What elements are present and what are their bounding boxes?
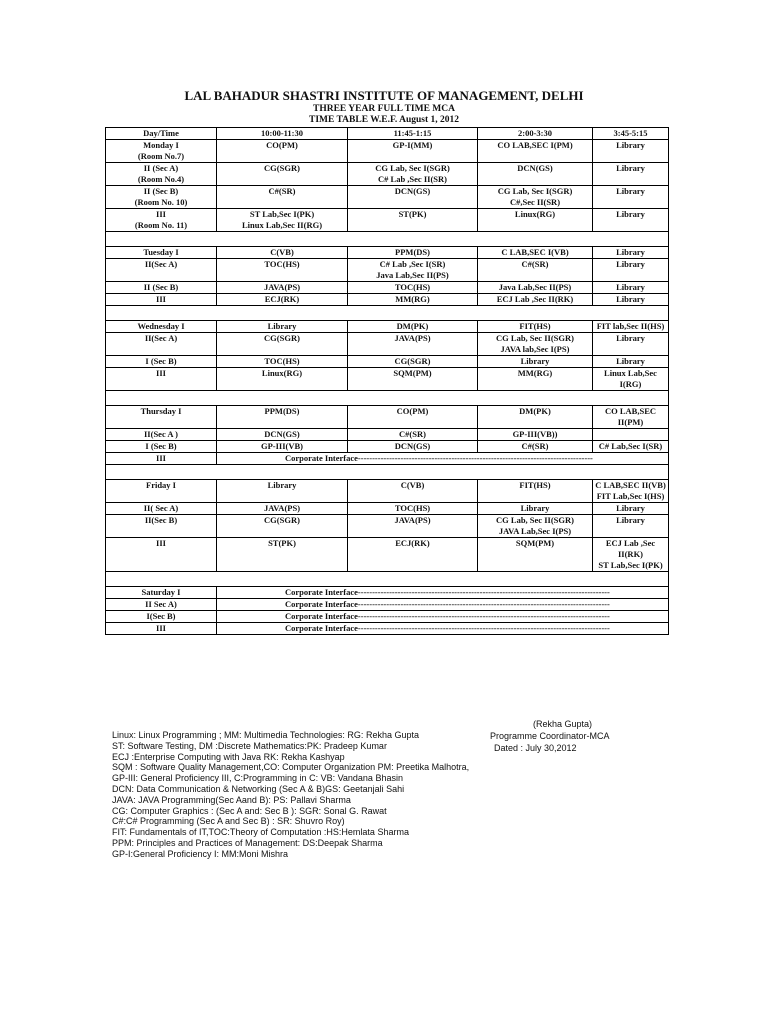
class-cell: Library	[593, 186, 669, 209]
day-cell: II(Sec A)	[106, 333, 217, 356]
spacer-row	[106, 306, 669, 321]
class-cell: CG Lab, Sec II(SGR) JAVA Lab,Sec I(PS)	[478, 515, 593, 538]
spacer-row	[106, 232, 669, 247]
abbreviations-legend	[112, 730, 469, 860]
column-header: 2:00-3:30	[478, 128, 593, 140]
spacer-cell	[106, 465, 669, 480]
class-cell: C#(SR)	[217, 186, 348, 209]
table-row	[106, 356, 669, 368]
column-header: Day/Time	[106, 128, 217, 140]
class-cell: ECJ(RK)	[348, 538, 478, 572]
day-cell: I (Sec B)	[106, 441, 217, 453]
class-cell: CG(SGR)	[348, 356, 478, 368]
timetable	[105, 127, 669, 635]
day-cell: II (Sec A) (Room No.4)	[106, 163, 217, 186]
class-cell: C LAB,SEC I(VB)	[478, 247, 593, 259]
table-row	[106, 429, 669, 441]
spacer-row	[106, 572, 669, 587]
class-cell: Linux Lab,Sec I(RG)	[593, 368, 669, 391]
day-cell: II(Sec B)	[106, 515, 217, 538]
class-cell: CG(SGR)	[217, 515, 348, 538]
class-cell: Library	[593, 282, 669, 294]
class-cell: PPM(DS)	[217, 406, 348, 429]
class-cell: C#(SR)	[478, 259, 593, 282]
class-cell: JAVA(PS)	[217, 503, 348, 515]
table-row	[106, 163, 669, 186]
legend-line: Linux: Linux Programming ; MM: Multimedia Technologies: RG: Rekha Gupta	[112, 730, 419, 740]
legend-line: GP-I:General Proficiency I: MM:Moni Mishra	[112, 848, 289, 859]
class-cell: Linux(RG)	[478, 209, 593, 232]
class-cell: CO(PM)	[217, 140, 348, 163]
table-row	[106, 321, 669, 333]
table-row	[106, 209, 669, 232]
day-cell: II (Sec B) (Room No. 10)	[106, 186, 217, 209]
corporate-interface-cell: Corporate Interface-----------------------------------------------------------------------------------------	[217, 623, 669, 635]
institute-title: LAL BAHADUR SHASTRI INSTITUTE OF MANAGEMENT, DELHI	[184, 88, 584, 103]
table-row	[106, 333, 669, 356]
class-cell: Library	[593, 515, 669, 538]
table-row	[106, 294, 669, 306]
class-cell: CG Lab, Sec I(SGR) C# Lab ,Sec II(SR)	[348, 163, 478, 186]
class-cell: Library	[593, 259, 669, 282]
class-cell	[593, 429, 669, 441]
table-row	[106, 587, 669, 599]
day-cell: Tuesday I	[106, 247, 217, 259]
table-row	[106, 186, 669, 209]
class-cell: GP-I(MM)	[348, 140, 478, 163]
coordinator-dated: Dated : July 30,2012	[494, 743, 577, 753]
legend-line: JAVA: JAVA Programming(Sec Aand B): PS: Pallavi Sharma	[112, 794, 351, 805]
class-cell: CG(SGR)	[217, 163, 348, 186]
class-cell: Library	[593, 503, 669, 515]
class-cell: TOC(HS)	[348, 282, 478, 294]
class-cell: JAVA(PS)	[217, 282, 348, 294]
day-cell: I (Sec B)	[106, 356, 217, 368]
legend-line: DCN: Data Communication & Networking (Sec A & B)GS: Geetanjali Sahi	[112, 783, 405, 794]
day-cell: Friday I	[106, 480, 217, 503]
table-row	[106, 368, 669, 391]
class-cell: Library	[217, 480, 348, 503]
class-cell: ST(PK)	[348, 209, 478, 232]
program-title: THREE YEAR FULL TIME MCA	[313, 104, 455, 114]
class-cell: ST Lab,Sec I(PK) Linux Lab,Sec II(RG)	[217, 209, 348, 232]
class-cell: DCN(GS)	[478, 163, 593, 186]
legend-line: FIT: Fundamentals of IT,TOC:Theory of Computation :HS:Hemlata Sharma	[112, 827, 409, 838]
day-cell: Wednesday I	[106, 321, 217, 333]
table-row	[106, 247, 669, 259]
corporate-interface-cell: Corporate Interface-----------------------------------------------------------------------------------------	[217, 611, 669, 623]
day-cell: II(Sec A)	[106, 259, 217, 282]
column-header: 3:45-5:15	[593, 128, 669, 140]
table-row	[106, 140, 669, 163]
class-cell: CO LAB,SEC I(PM)	[478, 140, 593, 163]
table-row	[106, 441, 669, 453]
class-cell: DCN(GS)	[217, 429, 348, 441]
table-row	[106, 599, 669, 611]
table-row	[106, 538, 669, 572]
class-cell: FIT(HS)	[478, 480, 593, 503]
legend-line: PPM: Principles and Practices of Management: DS:Deepak Sharma	[112, 837, 383, 848]
column-header: 10:00-11:30	[217, 128, 348, 140]
class-cell: SQM(PM)	[348, 368, 478, 391]
table-row	[106, 503, 669, 515]
class-cell: FIT lab,Sec II(HS)	[593, 321, 669, 333]
class-cell: Library	[217, 321, 348, 333]
class-cell: DCN(GS)	[348, 441, 478, 453]
class-cell: CG Lab, Sec I(SGR) C#,Sec II(SR)	[478, 186, 593, 209]
day-cell: II Sec A)	[106, 599, 217, 611]
class-cell: TOC(HS)	[348, 503, 478, 515]
table-row	[106, 406, 669, 429]
class-cell: TOC(HS)	[217, 259, 348, 282]
legend-line: GP-III: General Proficiency III, C:Programming in C: VB: Vandana Bhasin	[112, 773, 403, 784]
corporate-interface-cell: Corporate Interface-----------------------------------------------------------------------------------	[217, 453, 669, 465]
day-cell: II (Sec B)	[106, 282, 217, 294]
spacer-cell	[106, 391, 669, 406]
class-cell: PPM(DS)	[348, 247, 478, 259]
class-cell: C# Lab,Sec I(SR)	[593, 441, 669, 453]
class-cell: ECJ Lab ,Sec II(RK)	[478, 294, 593, 306]
day-cell: Thursday I	[106, 406, 217, 429]
class-cell: MM(RG)	[348, 294, 478, 306]
legend-line: ST: Software Testing, DM :Discrete Mathematics:PK: Pradeep Kumar	[112, 740, 387, 751]
spacer-cell	[106, 572, 669, 587]
coordinator-name: (Rekha Gupta)	[533, 719, 593, 729]
class-cell: C# Lab ,Sec I(SR) Java Lab,Sec II(PS)	[348, 259, 478, 282]
class-cell: JAVA(PS)	[348, 515, 478, 538]
class-cell: Linux(RG)	[217, 368, 348, 391]
legend-line: C#:C# Programming (Sec A and Sec B) : SR: Shuvro Roy)	[112, 816, 345, 827]
table-row	[106, 515, 669, 538]
spacer-cell	[106, 306, 669, 321]
corporate-interface-cell: Corporate Interface-----------------------------------------------------------------------------------------	[217, 599, 669, 611]
class-cell: MM(RG)	[478, 368, 593, 391]
class-cell: Library	[593, 140, 669, 163]
day-cell: III	[106, 294, 217, 306]
legend-line: SQM : Software Quality Management,CO: Computer Organization PM: Preetika Malhotra,	[112, 762, 470, 773]
table-row	[106, 611, 669, 623]
day-cell: III	[106, 538, 217, 572]
day-cell: Saturday I	[106, 587, 217, 599]
table-row	[106, 480, 669, 503]
class-cell: Library	[593, 163, 669, 186]
day-cell: III	[106, 368, 217, 391]
class-cell: Java Lab,Sec II(PS)	[478, 282, 593, 294]
class-cell: SQM(PM)	[478, 538, 593, 572]
class-cell: GP-III(VB)	[217, 441, 348, 453]
class-cell: Library	[593, 247, 669, 259]
class-cell: CG Lab, Sec II(SGR) JAVA lab,Sec I(PS)	[478, 333, 593, 356]
class-cell: Library	[593, 209, 669, 232]
spacer-row	[106, 391, 669, 406]
class-cell: CO LAB,SEC II(PM)	[593, 406, 669, 429]
class-cell: DCN(GS)	[348, 186, 478, 209]
class-cell: Library	[593, 294, 669, 306]
table-row	[106, 259, 669, 282]
class-cell: DM(PK)	[348, 321, 478, 333]
table-row	[106, 282, 669, 294]
day-cell: III (Room No. 11)	[106, 209, 217, 232]
legend-line: ECJ :Enterprise Computing with Java RK: Rekha Kashyap	[112, 751, 345, 762]
coordinator-title: Programme Coordinator-MCA	[490, 731, 610, 741]
spacer-row	[106, 465, 669, 480]
class-cell: ECJ(RK)	[217, 294, 348, 306]
class-cell: TOC(HS)	[217, 356, 348, 368]
class-cell: C(VB)	[348, 480, 478, 503]
legend-line: CG: Computer Graphics : (Sec A and: Sec B ): SGR: Sonal G. Rawat	[112, 805, 387, 816]
class-cell: ECJ Lab ,Sec II(RK) ST Lab,Sec I(PK)	[593, 538, 669, 572]
day-cell: II( Sec A)	[106, 503, 217, 515]
class-cell: FIT(HS)	[478, 321, 593, 333]
day-cell: III	[106, 453, 217, 465]
class-cell: JAVA(PS)	[348, 333, 478, 356]
table-row	[106, 623, 669, 635]
header-row	[106, 128, 669, 140]
class-cell: ST(PK)	[217, 538, 348, 572]
day-cell: III	[106, 623, 217, 635]
day-cell: II(Sec A )	[106, 429, 217, 441]
class-cell: Library	[478, 356, 593, 368]
class-cell: C(VB)	[217, 247, 348, 259]
table-row	[106, 453, 669, 465]
class-cell: Library	[593, 333, 669, 356]
class-cell: CO(PM)	[348, 406, 478, 429]
class-cell: C#(SR)	[348, 429, 478, 441]
class-cell: C#(SR)	[478, 441, 593, 453]
corporate-interface-cell: Corporate Interface-----------------------------------------------------------------------------------------	[217, 587, 669, 599]
class-cell: Library	[478, 503, 593, 515]
day-cell: Monday I (Room No.7)	[106, 140, 217, 163]
spacer-cell	[106, 232, 669, 247]
day-cell: I(Sec B)	[106, 611, 217, 623]
class-cell: C LAB,SEC II(VB) FIT Lab,Sec I(HS)	[593, 480, 669, 503]
class-cell: CG(SGR)	[217, 333, 348, 356]
class-cell: GP-III(VB))	[478, 429, 593, 441]
timetable-title: TIME TABLE W.E.F. August 1, 2012	[308, 115, 460, 125]
class-cell: Library	[593, 356, 669, 368]
column-header: 11:45-1:15	[348, 128, 478, 140]
class-cell: DM(PK)	[478, 406, 593, 429]
